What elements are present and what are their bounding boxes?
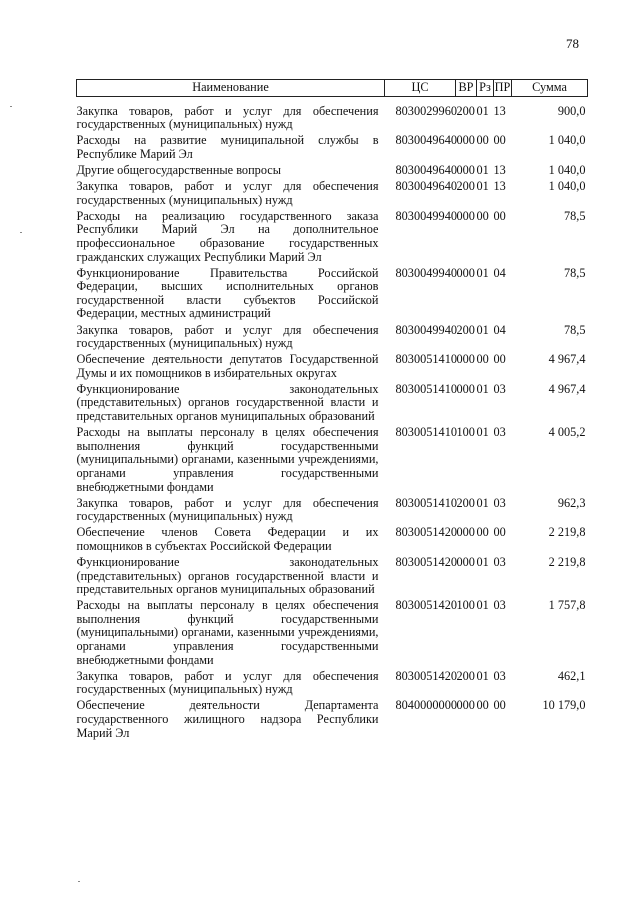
row-pr: 00 (493, 698, 506, 713)
row-pr: 04 (493, 265, 506, 280)
row-pr: 03 (493, 425, 506, 440)
header-cs: ЦС (385, 80, 456, 97)
row-vr: 200 (456, 179, 475, 194)
table-row (77, 96, 588, 134)
row-pr: 00 (493, 133, 506, 148)
row-cs: 8030049940 (395, 322, 457, 337)
row-cs: 8040000000 (395, 698, 457, 713)
row-sum: 10 179,0 (542, 698, 586, 713)
table-row (77, 497, 588, 527)
row-cs: 8030051410 (395, 495, 457, 510)
scan-speck (10, 106, 12, 107)
row-cs: 8030051420 (395, 555, 457, 569)
row-name: Обеспечение деятельности депутатов Государственной Думы и их помощников в избирательных округах (76, 352, 379, 380)
row-sum: 78,5 (563, 265, 586, 280)
header-vr: ВР (456, 80, 477, 97)
row-cs: 8030051420 (395, 668, 457, 683)
row-vr: 000 (456, 555, 475, 569)
table-row (77, 324, 588, 354)
row-pr: 04 (493, 322, 506, 337)
table-row (77, 599, 588, 669)
row-vr: 000 (456, 525, 475, 540)
row-sum: 462,1 (557, 668, 586, 683)
row-rz: 01 (476, 495, 489, 510)
row-pr: 00 (493, 352, 506, 367)
row-vr: 000 (456, 265, 475, 280)
row-name: Расходы на развитие муниципальной службы в Республике Марий Эл (76, 133, 379, 161)
row-cs: 8030049940 (395, 208, 457, 223)
row-name: Закупка товаров, работ и услуг для обеспечения государственных (муниципальных) нужд (76, 103, 379, 132)
table-row (77, 670, 588, 700)
header-name: Наименование (77, 80, 385, 97)
row-vr: 000 (456, 133, 475, 148)
row-vr: 200 (456, 495, 475, 510)
row-sum: 900,0 (557, 103, 586, 118)
row-rz: 00 (476, 698, 489, 713)
row-sum: 4 967,4 (548, 381, 586, 396)
row-rz: 01 (476, 425, 489, 440)
table-header (77, 80, 588, 97)
row-cs: 8030049640 (395, 133, 457, 148)
row-name: Расходы на выплаты персоналу в целях обеспечения выполнения функций государственными (муниципальными) органами, казенными учреждениями, органами управления государственными внебюджетными фондами (76, 425, 379, 494)
row-name: Закупка товаров, работ и услуг для обеспечения государственных (муниципальных) нужд (76, 179, 379, 207)
row-sum: 4 967,4 (548, 352, 586, 367)
row-pr: 00 (493, 208, 506, 223)
table-row (77, 267, 588, 324)
row-pr: 03 (493, 598, 506, 613)
row-name: Расходы на реализацию государственного заказа Республики Марий Эл на дополнительное профессиональное образование государственных гражданских служащих Республики Марий Эл (76, 208, 379, 264)
header-sum: Сумма (512, 80, 588, 97)
row-pr: 03 (493, 495, 506, 510)
row-name: Обеспечение членов Совета Федерации и их помощников в субъектах Российской Федерации (76, 525, 379, 553)
table-row (77, 556, 588, 599)
row-rz: 01 (476, 322, 489, 337)
row-cs: 8030049640 (395, 162, 457, 177)
row-vr: 200 (456, 322, 475, 337)
row-vr: 000 (456, 381, 475, 396)
table-row (77, 353, 588, 383)
row-sum: 962,3 (557, 495, 586, 510)
row-sum: 1 040,0 (548, 179, 586, 194)
row-sum: 2 219,8 (548, 555, 586, 569)
row-cs: 8030051420 (395, 525, 457, 540)
page-number: 78 (566, 36, 579, 51)
budget-table (76, 79, 588, 743)
header-pr: ПР (494, 80, 512, 97)
row-name: Другие общегосударственные вопросы (76, 162, 281, 177)
row-sum: 78,5 (563, 208, 586, 223)
table-row (77, 526, 588, 556)
row-rz: 00 (476, 208, 489, 223)
header-row (77, 80, 588, 97)
row-rz: 01 (476, 162, 489, 177)
row-name: Функционирование законодательных (представительных) органов государственной власти и представительных органов муниципальных образований (76, 555, 379, 597)
table-row (77, 699, 588, 742)
table-body (77, 96, 588, 743)
row-pr: 03 (493, 668, 506, 683)
row-vr: 000 (456, 208, 475, 223)
row-sum: 2 219,8 (548, 525, 586, 540)
row-name: Закупка товаров, работ и услуг для обеспечения государственных (муниципальных) нужд (76, 495, 379, 524)
row-sum: 4 005,2 (548, 425, 586, 440)
row-cs: 8030049940 (395, 265, 457, 280)
row-vr: 200 (456, 103, 475, 118)
table-row (77, 383, 588, 426)
row-cs: 8030049640 (395, 179, 457, 194)
scan-speck (20, 232, 22, 233)
row-sum: 78,5 (563, 322, 586, 337)
row-vr: 000 (456, 352, 475, 367)
row-rz: 01 (476, 598, 489, 613)
scan-speck (78, 881, 80, 882)
row-pr: 03 (493, 555, 506, 569)
row-cs: 8030051410 (395, 381, 457, 396)
row-name: Обеспечение деятельности Департамента государственного жилищного надзора Республики Марий Эл (76, 698, 379, 740)
row-rz: 01 (476, 265, 489, 280)
row-pr: 13 (493, 179, 506, 194)
row-rz: 01 (476, 103, 489, 118)
table-row (77, 426, 588, 496)
row-vr: 000 (456, 162, 475, 177)
row-rz: 01 (476, 555, 489, 569)
row-rz: 01 (476, 179, 489, 194)
row-cs: 8030051410 (395, 425, 457, 440)
table-row (77, 180, 588, 210)
row-vr: 200 (456, 668, 475, 683)
row-cs: 8030051420 (395, 598, 457, 613)
table-row (77, 134, 588, 164)
row-pr: 03 (493, 381, 506, 396)
row-sum: 1 757,8 (548, 598, 586, 613)
row-pr: 13 (493, 162, 506, 177)
row-rz: 00 (476, 133, 489, 148)
row-sum: 1 040,0 (548, 133, 586, 148)
row-cs: 8030051410 (395, 352, 457, 367)
table-row (77, 164, 588, 180)
row-rz: 00 (476, 525, 489, 540)
row-name: Расходы на выплаты персоналу в целях обеспечения выполнения функций государственными (муниципальными) органами, казенными учреждениями, органами управления государственными внебюджетными фондами (76, 598, 379, 667)
row-rz: 01 (476, 668, 489, 683)
header-rz: Рз (477, 80, 494, 97)
row-rz: 00 (476, 352, 489, 367)
row-name: Закупка товаров, работ и услуг для обеспечения государственных (муниципальных) нужд (76, 322, 379, 351)
row-pr: 00 (493, 525, 506, 540)
row-name: Функционирование законодательных (представительных) органов государственной власти и представительных органов муниципальных образований (76, 381, 379, 424)
row-pr: 13 (493, 103, 506, 118)
row-sum: 1 040,0 (548, 162, 586, 177)
table-row (77, 210, 588, 267)
row-vr: 100 (456, 425, 475, 440)
row-vr: 100 (456, 598, 475, 613)
row-name: Закупка товаров, работ и услуг для обеспечения государственных (муниципальных) нужд (76, 668, 379, 697)
row-name: Функционирование Правительства Российской Федерации, высших исполнительных органов государственной власти субъектов Российской Федерации, местных администраций (76, 265, 379, 321)
row-rz: 01 (476, 381, 489, 396)
row-vr: 000 (456, 698, 475, 713)
row-cs: 8030029960 (395, 103, 457, 118)
